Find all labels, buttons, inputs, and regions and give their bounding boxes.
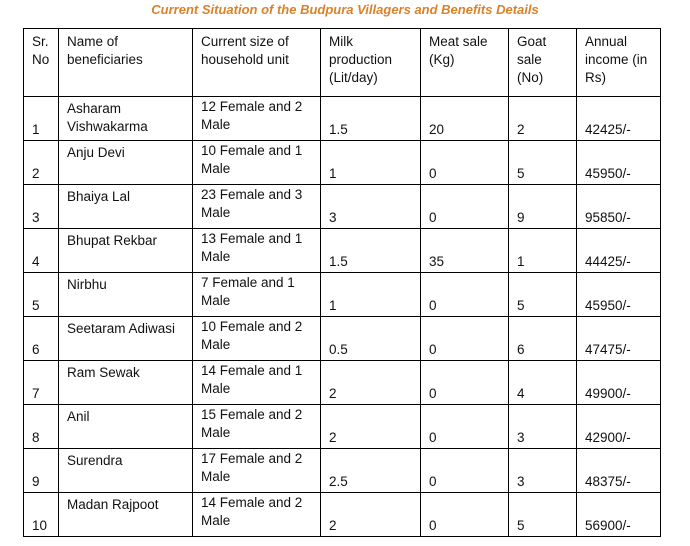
income-cell: 47475/-: [577, 317, 661, 361]
income-cell: 44425/-: [577, 229, 661, 273]
income-cell: 56900/-: [577, 493, 661, 537]
household-male-line: Male: [201, 161, 231, 176]
meat-cell: 20: [421, 97, 509, 141]
table-row: [24, 229, 661, 273]
header-sr-no: Sr. No: [24, 29, 59, 97]
household-cell: [193, 405, 321, 449]
goat-cell: 1: [509, 229, 577, 273]
name-cell: Ram Sewak: [59, 361, 193, 405]
table-row: [24, 185, 661, 229]
household-male-line: Male: [201, 205, 231, 220]
table-row: [24, 449, 661, 493]
beneficiaries-table: [23, 28, 661, 537]
goat-cell: 4: [509, 361, 577, 405]
meat-cell: 0: [421, 185, 509, 229]
milk-cell: 2: [321, 361, 421, 405]
sr-no-cell: 6: [24, 317, 59, 361]
milk-cell: 2.5: [321, 449, 421, 493]
income-cell: 45950/-: [577, 273, 661, 317]
income-cell: 45950/-: [577, 141, 661, 185]
milk-cell: 1: [321, 273, 421, 317]
milk-cell: 2: [321, 493, 421, 537]
sr-no-cell: 5: [24, 273, 59, 317]
name-cell: Anil: [59, 405, 193, 449]
table-row: [24, 493, 661, 537]
meat-cell: 0: [421, 493, 509, 537]
name-cell: Bhupat Rekbar: [59, 229, 193, 273]
goat-cell: 5: [509, 493, 577, 537]
household-female-line: 12 Female and 2: [201, 99, 303, 114]
name-cell: Surendra: [59, 449, 193, 493]
table-row: [24, 273, 661, 317]
household-female-line: 10 Female and 2: [201, 319, 303, 334]
income-cell: 42425/-: [577, 97, 661, 141]
income-cell: 95850/-: [577, 185, 661, 229]
header-income: Annual income (in Rs): [577, 29, 661, 97]
meat-cell: 35: [421, 229, 509, 273]
sr-no-cell: 3: [24, 185, 59, 229]
household-cell: [193, 273, 321, 317]
household-male-line: Male: [201, 337, 231, 352]
household-cell: [193, 185, 321, 229]
household-female-line: 15 Female and 2: [201, 407, 303, 422]
household-cell: [193, 361, 321, 405]
household-male-line: Male: [201, 293, 231, 308]
meat-cell: 0: [421, 317, 509, 361]
household-cell: [193, 229, 321, 273]
table-row: [24, 317, 661, 361]
table-caption: Current Situation of the Budpura Villagers and Benefits Details: [151, 2, 539, 17]
household-female-line: 7 Female and 1: [201, 275, 295, 290]
name-cell: Asharam Vishwakarma: [59, 97, 193, 141]
header-row: [24, 29, 661, 97]
goat-cell: 3: [509, 405, 577, 449]
goat-cell: 5: [509, 141, 577, 185]
sr-no-cell: 10: [24, 493, 59, 537]
milk-cell: 1: [321, 141, 421, 185]
table-row: [24, 97, 661, 141]
milk-cell: 2: [321, 405, 421, 449]
header-meat: Meat sale (Kg): [421, 29, 509, 97]
milk-cell: 0.5: [321, 317, 421, 361]
header-milk: Milk production (Lit/day): [321, 29, 421, 97]
household-cell: [193, 449, 321, 493]
name-cell: Nirbhu: [59, 273, 193, 317]
household-cell: [193, 141, 321, 185]
household-cell: [193, 493, 321, 537]
header-name: Name of beneficiaries: [59, 29, 193, 97]
household-male-line: Male: [201, 425, 231, 440]
sr-no-cell: 2: [24, 141, 59, 185]
header-goat: Goat sale (No): [509, 29, 577, 97]
milk-cell: 1.5: [321, 97, 421, 141]
meat-cell: 0: [421, 449, 509, 493]
household-cell: [193, 317, 321, 361]
meat-cell: 0: [421, 405, 509, 449]
table-row: [24, 361, 661, 405]
household-cell: [193, 97, 321, 141]
header-household: Current size of household unit: [193, 29, 321, 97]
sr-no-cell: 7: [24, 361, 59, 405]
table-row: [24, 405, 661, 449]
meat-cell: 0: [421, 361, 509, 405]
goat-cell: 3: [509, 449, 577, 493]
sr-no-cell: 4: [24, 229, 59, 273]
sr-no-cell: 1: [24, 97, 59, 141]
income-cell: 42900/-: [577, 405, 661, 449]
name-cell: Madan Rajpoot: [59, 493, 193, 537]
household-male-line: Male: [201, 513, 231, 528]
goat-cell: 6: [509, 317, 577, 361]
sr-no-cell: 8: [24, 405, 59, 449]
goat-cell: 9: [509, 185, 577, 229]
household-female-line: 14 Female and 1: [201, 363, 303, 378]
meat-cell: 0: [421, 141, 509, 185]
income-cell: 49900/-: [577, 361, 661, 405]
sr-no-cell: 9: [24, 449, 59, 493]
household-male-line: Male: [201, 381, 231, 396]
household-female-line: 14 Female and 2: [201, 495, 303, 510]
milk-cell: 1.5: [321, 229, 421, 273]
income-cell: 48375/-: [577, 449, 661, 493]
name-cell: Seetaram Adiwasi: [59, 317, 193, 361]
household-female-line: 13 Female and 1: [201, 231, 303, 246]
household-male-line: Male: [201, 117, 231, 132]
milk-cell: 3: [321, 185, 421, 229]
household-male-line: Male: [201, 469, 231, 484]
household-female-line: 10 Female and 1: [201, 143, 303, 158]
meat-cell: 0: [421, 273, 509, 317]
household-female-line: 17 Female and 2: [201, 451, 303, 466]
household-female-line: 23 Female and 3: [201, 187, 303, 202]
name-cell: Bhaiya Lal: [59, 185, 193, 229]
goat-cell: 2: [509, 97, 577, 141]
name-cell: Anju Devi: [59, 141, 193, 185]
table-row: [24, 141, 661, 185]
household-male-line: Male: [201, 249, 231, 264]
goat-cell: 5: [509, 273, 577, 317]
